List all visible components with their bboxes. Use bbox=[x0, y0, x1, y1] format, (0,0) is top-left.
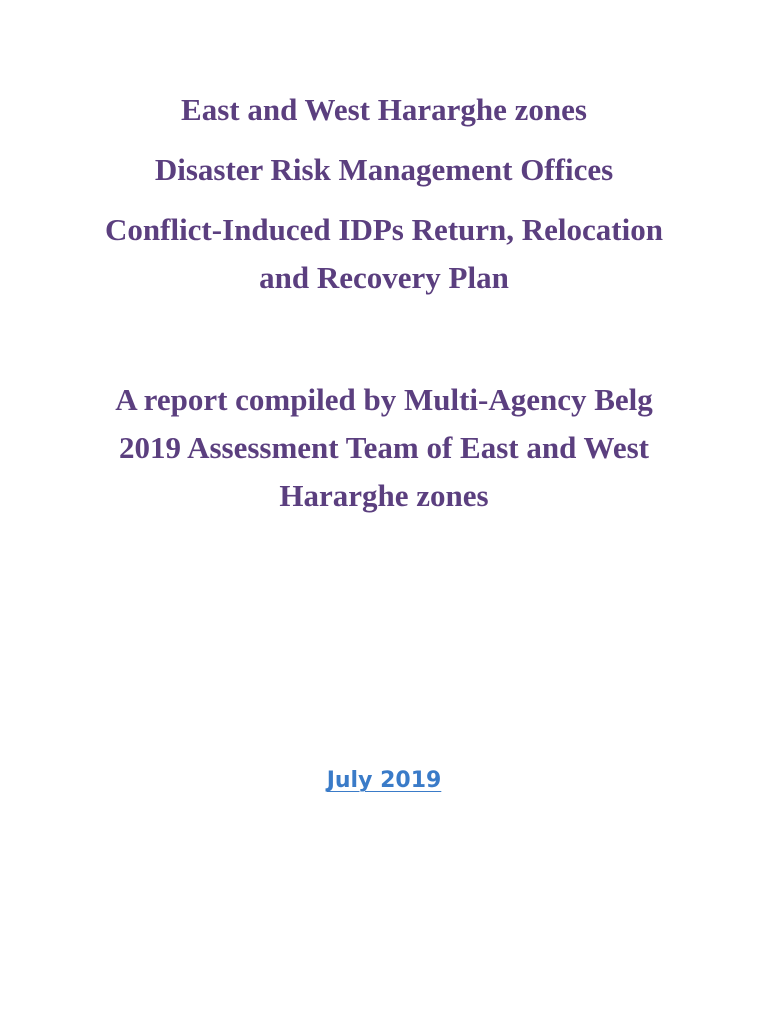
title-plan-line-2: and Recovery Plan bbox=[259, 260, 509, 295]
report-line-3: Hararghe zones bbox=[279, 478, 489, 513]
title-offices: Disaster Risk Management Offices bbox=[154, 152, 614, 187]
title-plan-line-1: Conflict-Induced IDPs Return, Relocation bbox=[105, 212, 663, 247]
title-zones: East and West Hararghe zones bbox=[181, 92, 587, 127]
report-line-2: 2019 Assessment Team of East and West bbox=[119, 430, 649, 465]
report-date-link[interactable]: July 2019 bbox=[326, 768, 442, 793]
report-date bbox=[0, 770, 768, 792]
report-line-1: A report compiled by Multi-Agency Belg bbox=[115, 382, 653, 417]
